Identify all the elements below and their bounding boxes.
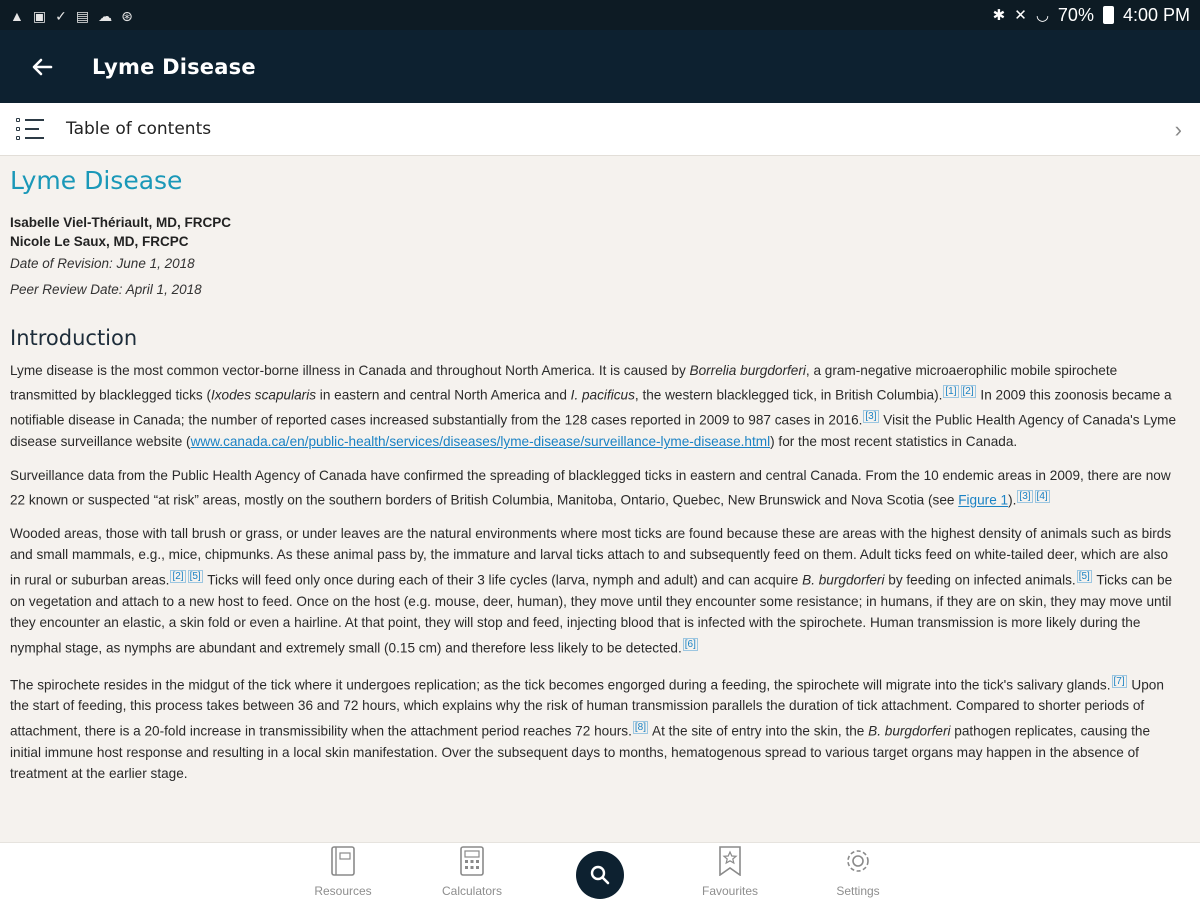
nav-resources[interactable]	[298, 845, 388, 898]
nav-settings-label: Settings	[836, 884, 880, 898]
citation-link[interactable]: [1]	[945, 386, 957, 398]
mute-icon: ✕	[1014, 7, 1027, 24]
sim-icon: ▣	[32, 7, 47, 24]
citation-link[interactable]: [2]	[172, 570, 184, 582]
bottom-navigation	[0, 842, 1200, 900]
section-heading-introduction: Introduction	[10, 326, 138, 350]
battery-percent: 70%	[1057, 4, 1094, 25]
page-title: Lyme Disease	[92, 54, 256, 79]
calculator-icon	[457, 845, 487, 877]
dribbble-icon: ⊛	[121, 7, 133, 24]
surveillance-website-link[interactable]: www.canada.ca/en/public-health/services/diseases/lyme-disease/surveillance-lyme-disease.html	[190, 434, 771, 450]
author-1: Isabelle Viel-Thériault, MD, FRCPC	[10, 215, 232, 230]
nav-calculators[interactable]	[427, 845, 517, 898]
back-button[interactable]	[26, 51, 58, 83]
image-icon: ▤	[75, 7, 90, 24]
figure-1-link[interactable]: Figure 1	[958, 492, 1009, 508]
citation-link[interactable]: [3]	[865, 411, 877, 423]
clock: 4:00 PM	[1122, 4, 1190, 25]
paragraph-2: Surveillance data from the Public Health Agency of Canada have confirmed the spreading of blacklegged ticks in eastern and central Canada. From the 10 endemic areas in 2009, there are now 22 known or suspected “at risk” areas, mostly on the southern borders of British Columbia, Manitoba, Ontario, Quebec, New Brunswick and Nova Scotia (see Figure 1). [3] [4]	[10, 467, 1171, 508]
bookmark-star-icon	[715, 845, 745, 877]
nav-favourites[interactable]	[685, 845, 775, 898]
citation-link[interactable]: [3]	[1019, 491, 1031, 503]
bluetooth-icon: ✱	[992, 7, 1006, 24]
nav-settings[interactable]	[813, 845, 903, 898]
citation-link[interactable]: [4]	[1036, 491, 1048, 503]
authors-block	[10, 213, 1182, 300]
citation-link[interactable]: [2]	[962, 386, 974, 398]
document-content[interactable]	[10, 160, 1182, 840]
search-icon	[589, 864, 611, 886]
nav-calculators-label: Calculators	[441, 884, 503, 898]
list-icon	[16, 116, 46, 142]
document-title: Lyme Disease	[10, 166, 183, 195]
wifi-icon: ◡	[1035, 7, 1049, 24]
battery-icon	[1103, 6, 1114, 24]
table-of-contents-label: Table of contents	[66, 119, 212, 139]
citation-link[interactable]: [6]	[684, 638, 696, 650]
chevron-right-icon: ›	[1174, 117, 1182, 142]
app-header	[0, 30, 1200, 103]
paragraph-4: The spirochete resides in the midgut of the tick where it undergoes replication; as the tick becomes engorged during a feeding, the spirochete will migrate into the tick's salivary glands. [7] Upon the start of feeding, this process takes between 36 and 72 hours, which explains why the risk of human transmission parallels the duration of tick attachment. Compared to shorter periods of attachment, there is a 20-fold increase in transmissibility when the attachment period reaches 72 hours. [8] At the site of entry into the skin, the B. burgdorferi pathogen replicates, causing the initial immune host response and resulting in a local skin manifestation. Over the subsequent days to months, hematogenous spread to various target organs may happen in the absence of treatment at the earlier stage.	[10, 675, 1164, 782]
revision-date: Date of Revision: June 1, 2018	[10, 256, 195, 271]
book-icon	[328, 845, 358, 877]
paragraph-1: Lyme disease is the most common vector-borne illness in Canada and throughout North America. It is caused by Borrelia burgdorferi, a gram-negative microaerophilic mobile spirochete transmitted by blacklegged ticks (Ixodes scapularis in eastern and central North America and I. pacificus, the western blacklegged tick, in British Columbia). [1] [2] In 2009 this zoonosis became a notifiable disease in Canada; the number of reported cases increased substantially from the 128 cases reported in 2009 to 987 cases in 2016. [3] Visit the Public Health Agency of Canada's Lyme disease surveillance website (www.canada.ca/en/public-health/services/diseases/lyme-disease/surveillance-lyme-disease.html) for the most recent statistics in Canada.	[10, 363, 1177, 450]
citation-link[interactable]: [5]	[1078, 570, 1090, 582]
table-of-contents-button[interactable]	[0, 103, 1200, 156]
citation-link[interactable]: [5]	[189, 570, 201, 582]
warning-icon: ▲	[10, 7, 24, 24]
author-2: Nicole Le Saux, MD, FRCPC	[10, 234, 189, 249]
status-system-icons	[993, 5, 1190, 26]
status-notification-icons	[10, 9, 133, 22]
paragraph-3: Wooded areas, those with tall brush or grass, or under leaves are the natural environments where most ticks are found because these are areas with the highest density of animals such as birds and small mammals, e.g., mice, chipmunks. As these animal pass by, the immature and larval ticks attach to and subsequently feed on them. Adult ticks feed on white-tailed deer, which are also in rural or suburban areas. [2] [5] Ticks will feed only once during each of their 3 life cycles (larva, nymph and adult) and can acquire B. burgdorferi by feeding on infected animals. [5] Ticks can be on vegetation and attach to a new host to feed. Once on the host (e.g. mouse, deer, human), they move until they encounter some resistance; in humans, if they are on skin, they may move until they encounter an elastic, a skin fold or even a hairline. At that point, they will stop and feed, injecting blood that is infected with the spirochete. Human transmission is more likely during the nymphal stage, as nymphs are abundant and extremely small (0.15 cm) and therefore less likely to be detected. [6]	[10, 526, 1173, 656]
gear-icon	[843, 845, 873, 877]
back-arrow-icon	[31, 56, 53, 78]
download-done-icon: ✓	[55, 7, 67, 24]
nav-resources-label: Resources	[314, 884, 372, 898]
citation-link[interactable]: [8]	[634, 721, 646, 733]
peer-review-date: Peer Review Date: April 1, 2018	[10, 282, 202, 297]
cloud-icon: ☁	[98, 7, 113, 24]
search-button[interactable]	[576, 851, 624, 899]
nav-favourites-label: Favourites	[701, 884, 759, 898]
citation-link[interactable]: [7]	[1113, 675, 1125, 687]
status-bar	[0, 0, 1200, 30]
